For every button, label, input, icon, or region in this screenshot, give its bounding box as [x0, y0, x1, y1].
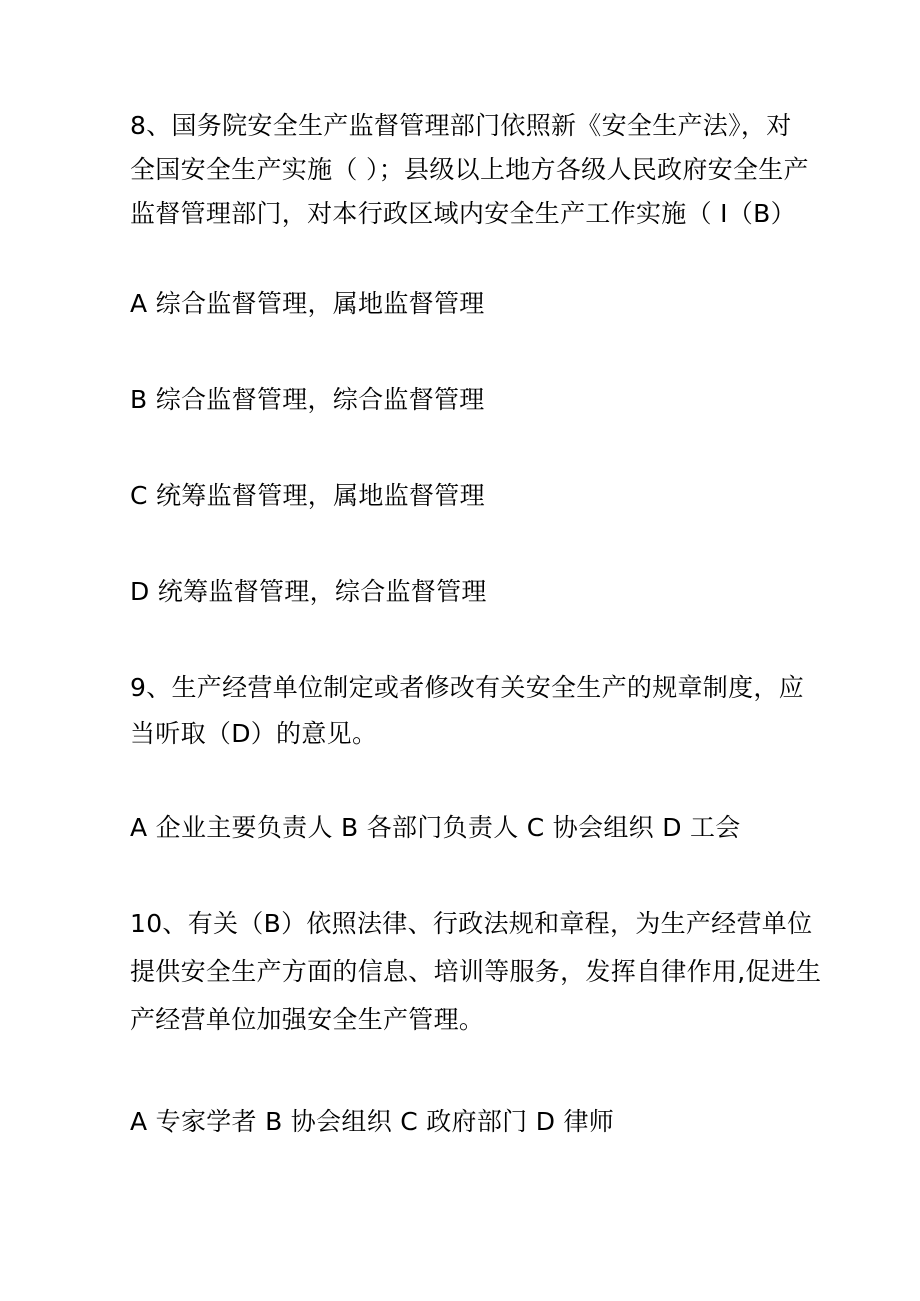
- question-8-option-a: A 综合监督管理，属地监督管理: [130, 289, 485, 318]
- question-9-options: A 企业主要负责人 B 各部门负责人 C 协会组织 D 工会: [130, 813, 741, 842]
- question-8-option-d: D 统筹监督管理，综合监督管理: [130, 577, 487, 606]
- question-8-stem-line-3: 监督管理部门，对本行政区域内安全生产工作实施（ I（B）: [130, 199, 796, 228]
- question-8-stem-line-2: 全国安全生产实施（ ）；县级以上地方各级人民政府安全生产: [130, 155, 809, 184]
- question-8-stem-line-1: 8、国务院安全生产监督管理部门依照新《安全生产法》，对: [130, 111, 792, 140]
- question-8-option-c: C 统筹监督管理，属地监督管理: [130, 481, 485, 510]
- question-10-options: A 专家学者 B 协会组织 C 政府部门 D 律师: [130, 1107, 615, 1136]
- question-10-stem-line-1: 10、有关（B）依照法律、行政法规和章程，为生产经营单位: [130, 909, 813, 938]
- question-10-stem-line-3: 产经营单位加强安全生产管理。: [130, 1005, 485, 1034]
- question-8-option-b: B 综合监督管理，综合监督管理: [130, 385, 485, 414]
- question-9-stem-line-1: 9、生产经营单位制定或者修改有关安全生产的规章制度，应: [130, 673, 805, 702]
- question-10-stem-line-2: 提供安全生产方面的信息、培训等服务，发挥自律作用,促进生: [130, 957, 822, 986]
- question-9-stem-line-2: 当听取（D）的意见。: [130, 719, 378, 748]
